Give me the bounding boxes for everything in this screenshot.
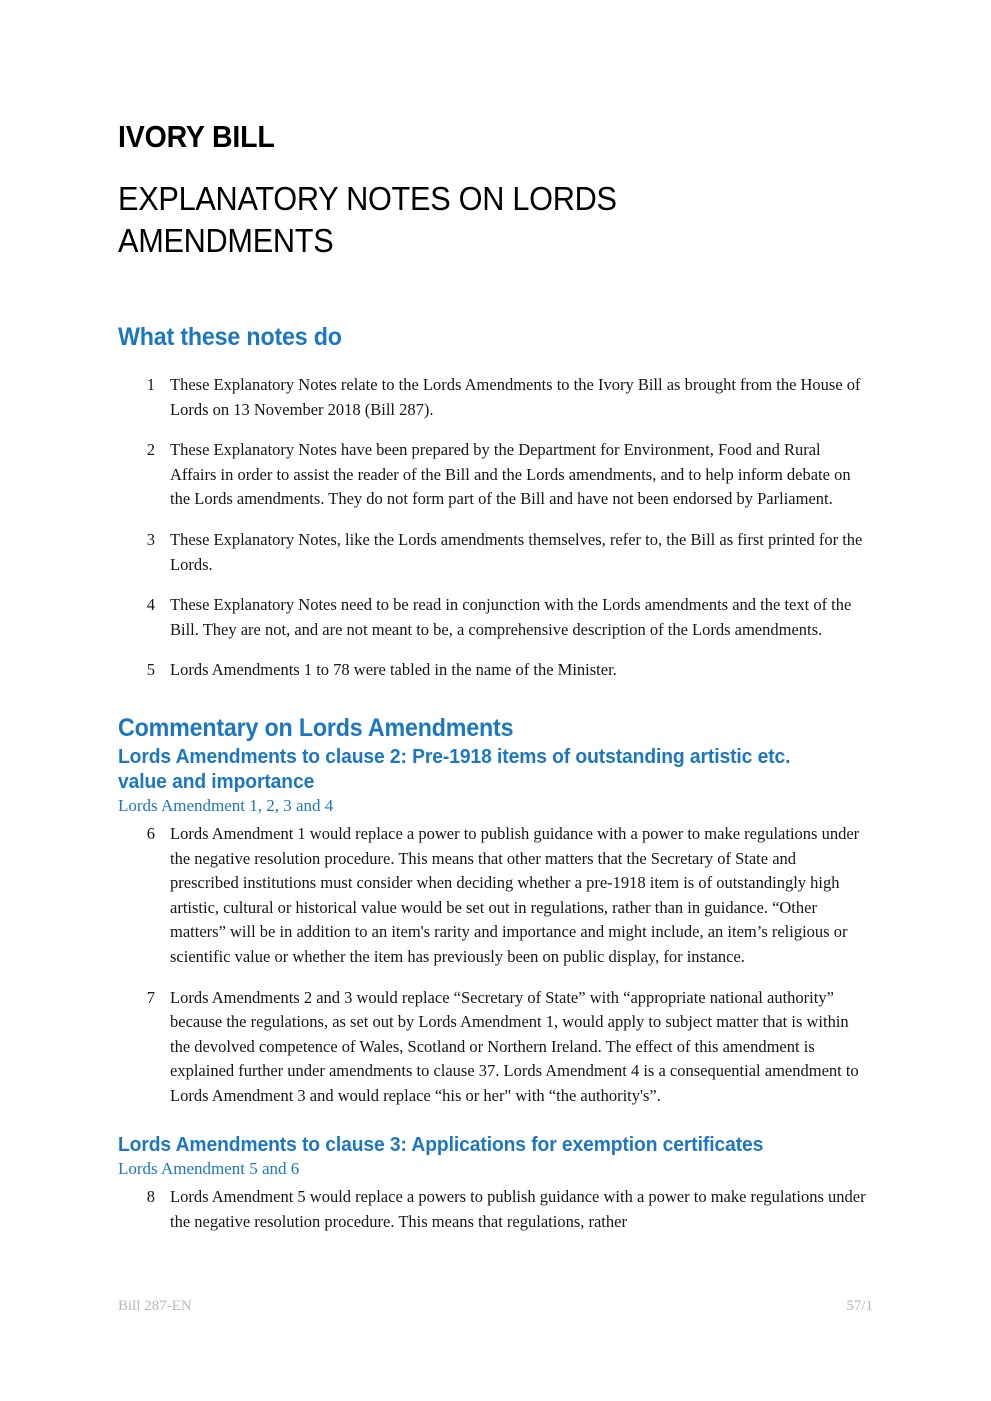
numbered-paragraph (118, 373, 866, 422)
spacer (118, 1108, 866, 1132)
section-heading-what-these-notes-do: What these notes do (118, 323, 342, 351)
paragraph-number: 4 (146, 595, 155, 615)
paragraph-number: 3 (146, 529, 155, 549)
section-heading-commentary: Commentary on Lords Amendments (118, 713, 514, 742)
page-subtitle: EXPLANATORY NOTES ON LORDS AMENDMENTS (118, 180, 617, 259)
spacer (118, 353, 866, 373)
footer-page-number: 57/1 (846, 1298, 873, 1314)
amendment-label-clause-2: Lords Amendment 1, 2, 3 and 4 (118, 795, 334, 815)
paragraph-list-clause-3 (118, 1185, 866, 1234)
paragraph-text: Lords Amendments 1 to 78 were tabled in the name of the Minister. (170, 660, 617, 680)
subsection-heading-clause-2: Lords Amendments to clause 2: Pre-1918 items of outstanding artistic etc. value and importance (118, 744, 791, 793)
paragraph-text: These Explanatory Notes need to be read in conjunction with the Lords amendments and the text of the Bill. They are not, and are not meant to be, a comprehensive description of the Lords amendments. (170, 595, 852, 639)
footer-bill-reference: Bill 287-EN (118, 1298, 192, 1314)
paragraph-number: 2 (146, 440, 155, 460)
numbered-paragraph (118, 593, 866, 642)
numbered-paragraph (118, 438, 866, 512)
numbered-paragraph (118, 658, 866, 683)
paragraph-number: 5 (146, 660, 155, 680)
document-content (118, 322, 866, 1235)
paragraph-number: 1 (146, 375, 155, 394)
paragraph-list-clause-2 (118, 822, 866, 1109)
numbered-paragraph (118, 822, 866, 970)
paragraph-number: 7 (146, 987, 155, 1007)
page-title: IVORY BILL (118, 119, 275, 154)
subsection-heading-clause-3: Lords Amendments to clause 3: Applications for exemption certificates (118, 1133, 764, 1157)
paragraph-text: Lords Amendment 5 would replace a powers to publish guidance with a power to make regulations under the negative resolution procedure. This means that regulations, rather (170, 1187, 866, 1232)
paragraph-text: Lords Amendments 2 and 3 would replace “Secretary of State” with “appropriate national authority” because the regulations, as set out by Lords Amendment 1, would apply to subject matter that is within the devolved competence of Wales, Scotland or Northern Ireland. The effect of this amendment is explained further under amendments to clause 37. Lords Amendment 4 is a consequential amendment to Lords Amendment 3 and would replace “his or her" with “the authority's”. (170, 987, 859, 1105)
paragraph-number: 8 (146, 1187, 155, 1207)
page-footer (118, 1298, 873, 1315)
numbered-paragraph (118, 986, 866, 1109)
document-title-block (118, 118, 878, 262)
paragraph-list-intro (118, 373, 866, 683)
numbered-paragraph (118, 1185, 866, 1234)
paragraph-text: These Explanatory Notes, like the Lords amendments themselves, refer to, the Bill as first printed for the Lords. (170, 529, 863, 574)
spacer (118, 683, 866, 713)
paragraph-text: These Explanatory Notes have been prepared by the Department for Environment, Food and Rural Affairs in order to assist the reader of the Bill and the Lords amendments, and to help inform debate on the Lords amendments. They do not form part of the Bill and have not been endorsed by Parliament. (170, 440, 851, 509)
amendment-label-clause-3: Lords Amendment 5 and 6 (118, 1159, 300, 1179)
paragraph-number: 6 (146, 823, 155, 843)
paragraph-text: Lords Amendment 1 would replace a power to publish guidance with a power to make regulations under the negative resolution procedure. This means that other matters that the Secretary of State and prescribed institutions must consider when deciding whether a pre-1918 item is of outstandingly high artistic, cultural or historical value would be set out in regulations, rather than in guidance. “Other matters” will be in addition to an item's rarity and importance and might include, an item’s religious or scientific value or whether the item has previously been on public display, for instance. (170, 823, 860, 966)
numbered-paragraph (118, 528, 866, 577)
paragraph-text: These Explanatory Notes relate to the Lords Amendments to the Ivory Bill as brought from the House of Lords on 13 November 2018 (Bill 287). (170, 375, 861, 419)
